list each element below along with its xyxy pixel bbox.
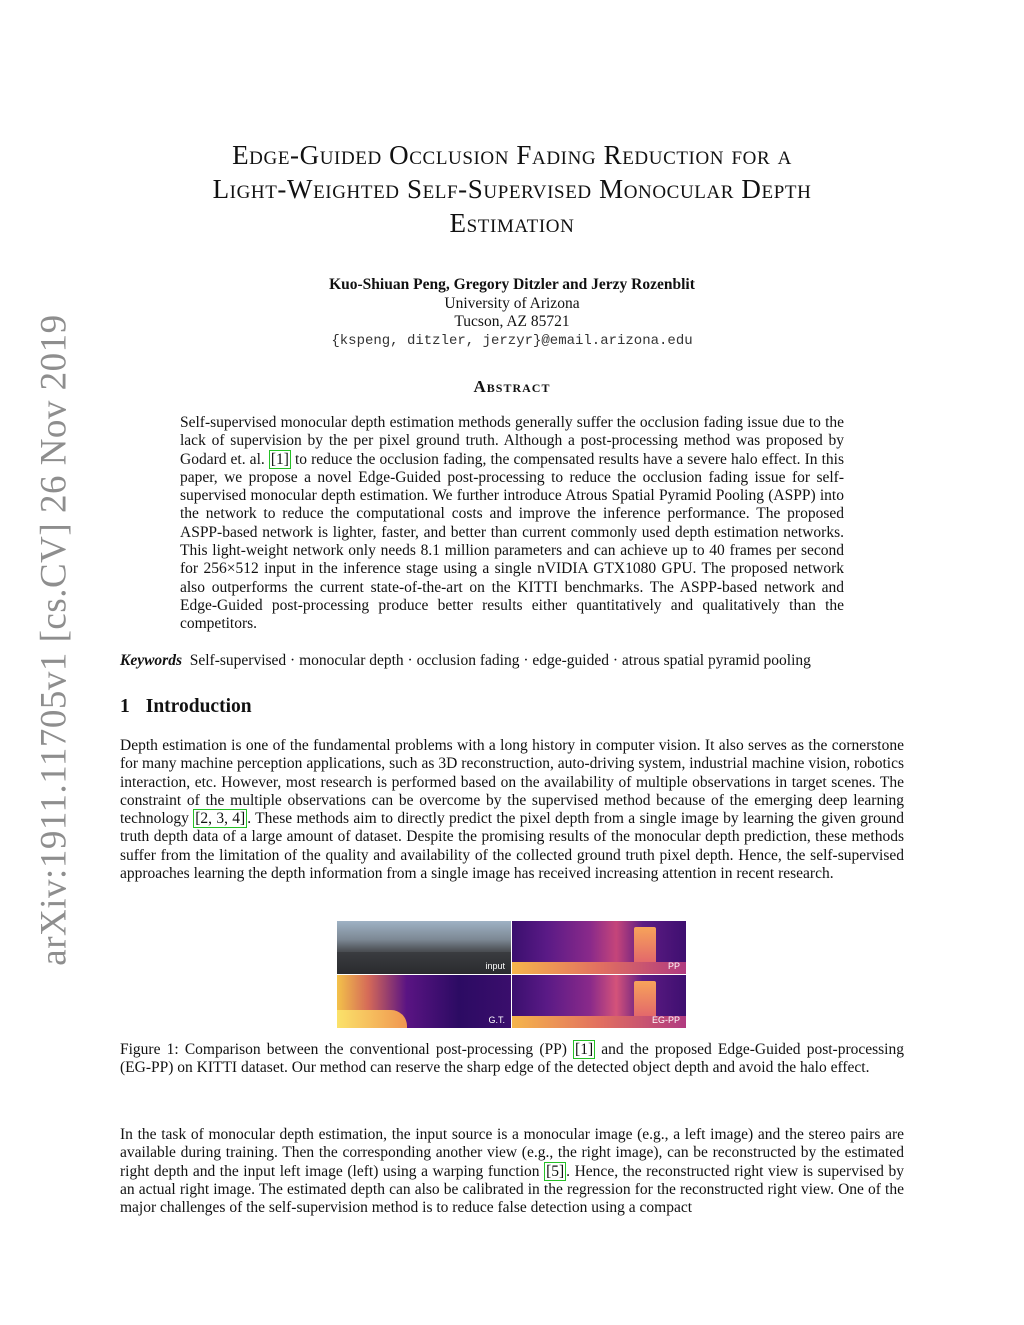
- panel-label-gt: G.T.: [488, 1015, 505, 1025]
- abstract-text-b: to reduce the occlusion fading, the compensated results have a severe halo effect. In this paper, we propose a novel Edge-Guided post-processing to reduce the occlusion fading issue for self-supervised monocular depth estimation. We further introduce Atrous Spatial Pyramid Pooling (ASPP) into the network to reduce the computational costs and improve the inference performance. The proposed ASPP-based network is lighter, faster, and better than current commonly used depth estimation networks. This light-weight network only needs 8.1 million parameters and can achieve up to 40 frames per second for 256×512 input in the inference stage using a single nVIDIA GTX1080 GPU. The proposed network also outperforms the current state-of-the-art on the KITTI benchmarks. The ASPP-based network and Edge-Guided post-processing produce better results either quantitatively and qualitatively than the competitors.: [180, 450, 844, 633]
- depth-blob-graphic: [337, 1010, 407, 1028]
- depth-floor-graphic: [512, 962, 686, 974]
- paragraph-text: . These methods aim to directly predict the pixel depth from a single image by learning the given ground truth depth data of a large amount of dataset. Despite the promising results of the monocular depth prediction, these methods suffer from the limitation of the quality and availability of the collected ground truth pixel depth. Hence, the self-supervised approaches learning the depth information from a single image has received increasing attention in recent research.: [120, 810, 905, 883]
- section-number: 1: [120, 696, 130, 717]
- title-line-1: Edge-Guided Occlusion Fading Reduction for a: [232, 140, 792, 170]
- section-title: Introduction: [145, 696, 252, 717]
- keywords-text: Self-supervised · monocular depth · occlusion fading · edge-guided · atrous spatial pyramid pooling: [189, 652, 811, 669]
- figure-panel-pp: [512, 921, 686, 974]
- keywords-line: [120, 652, 904, 670]
- section-heading-introduction: [120, 696, 252, 718]
- citation-link[interactable]: [2, 3, 4]: [195, 810, 246, 828]
- citation-link[interactable]: [1]: [270, 450, 289, 468]
- paragraph-text: Depth estimation is one of the fundamental problems with a long history in computer vision. It also serves as the cornerstone for many machine perception applications, such as 3D reconstruction, auto-driving system, industrial machine vision, robotics interaction, etc. However, most research is performed based on the availability of multiple observations in target scenes. The constraint of the multiple observations can be overcome by the supervised method because of the emerging deep learning technology: [120, 737, 904, 828]
- affiliation: University of Arizona: [444, 294, 580, 312]
- figure-panel-input: [337, 921, 511, 974]
- figure-1-caption: [120, 1041, 904, 1078]
- abstract-heading: Abstract: [473, 377, 551, 396]
- abstract-text-a: Self-supervised monocular depth estimation methods generally suffer the occlusion fading issue due to the lack of supervision by the per pixel ground truth. Although a post-processing method was proposed by Godard et. al.: [180, 414, 844, 468]
- title-line-3: Estimation: [449, 208, 575, 238]
- figure-1-image: [337, 921, 687, 1028]
- caption-text-b: and the proposed Edge-Guided post-processing (EG-PP) on KITTI dataset. Our method can reserve the sharp edge of the detected object depth and avoid the halo effect.: [120, 1041, 904, 1077]
- panel-label-pp: PP: [667, 961, 680, 971]
- intro-paragraph-1: [120, 737, 904, 883]
- title-line-2: Light-Weighted Self-Supervised Monocular Depth: [212, 174, 812, 204]
- caption-text-a: Figure 1: Comparison between the conventional post-processing (PP): [120, 1041, 574, 1058]
- author-email: {kspeng, ditzler, jerzyr}@email.arizona.edu: [331, 332, 693, 349]
- location: Tucson, AZ 85721: [454, 313, 570, 330]
- intro-paragraph-2: [120, 1126, 904, 1217]
- arxiv-identifier: arXiv:1911.11705v1 [cs.CV] 26 Nov 2019: [33, 314, 75, 966]
- depth-object-graphic: [634, 927, 656, 967]
- figure-panel-gt: [337, 975, 511, 1028]
- abstract-body: [180, 414, 844, 634]
- figure-panel-egpp: [512, 975, 686, 1028]
- paper-title: [120, 138, 904, 240]
- panel-label-egpp: EG-PP: [651, 1015, 680, 1025]
- paragraph-text: . Hence, the reconstructed right view is supervised by an actual right image. The estimated depth can also be calibrated in the regression for the reconstructed right view. One of the major challenges of the self-supervision method is to reduce false detection using a compact: [120, 1162, 904, 1217]
- panel-label-input: input: [485, 961, 505, 971]
- citation-link[interactable]: [5]: [546, 1162, 565, 1180]
- author-names: Kuo-Shiuan Peng, Gregory Ditzler and Jerzy Rozenblit: [329, 276, 695, 293]
- keywords-label: Keywords: [120, 652, 182, 669]
- citation-link[interactable]: [1]: [575, 1041, 594, 1058]
- paragraph-text: In the task of monocular depth estimation, the input source is a monocular image (e.g., a left image) and the stereo pairs are available during training. Then the corresponding another view (e.g., the right image), can be reconstructed by the estimated right depth and the input left image (left) using a warping function: [120, 1126, 904, 1180]
- author-block: [120, 276, 904, 350]
